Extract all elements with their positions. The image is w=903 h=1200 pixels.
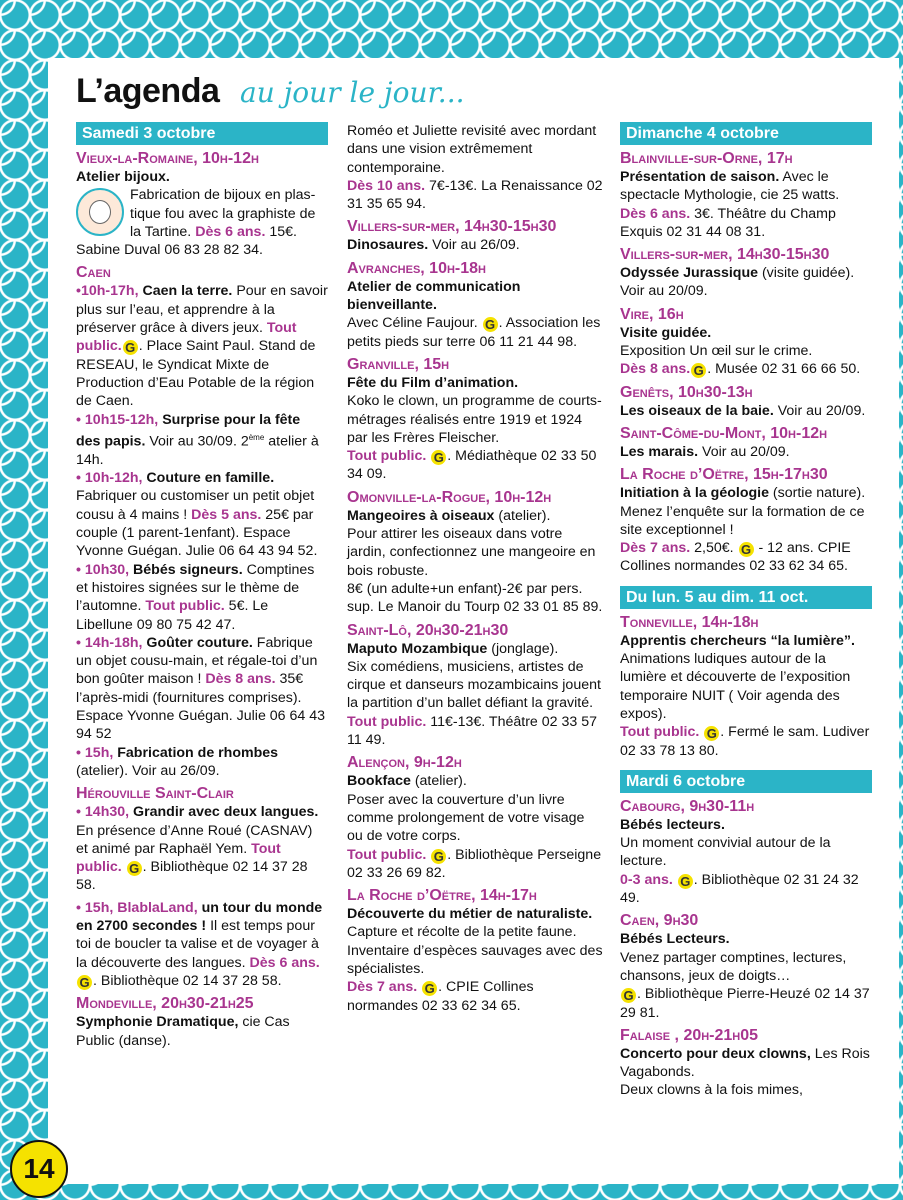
place-heading: La Roche d’Oëtre, 14h-17h [347,887,537,905]
free-icon: G [739,542,754,557]
place-heading: Saint-Côme-du-Mont, 10h-12h [620,424,828,442]
event-block: • 10h30, Bébés signeurs. Comptines et histoires signées sur le thème de l’automne. Tout public. 5€. Le Libellune 09 80 75 42 47. [76,561,315,633]
place-heading: Omonville-la-Rogue, 10h-12h [347,488,552,506]
event-block: Exposition Un œil sur le crime. Dès 8 ans. G . Musée 02 31 66 66 50. [620,343,861,379]
day-header: Du lun. 5 au dim. 11 oct. [620,586,872,609]
event-block: Initiation à la géologie (sortie nature). Menez l’enquête sur la formation de ce site exceptionnel ! Dès 7 ans. 2,50€. G - 12 ans. CPIE Collines normandes 02 33 62 34 65. [620,485,866,575]
event-text: tique fou avec la graphiste de [130,205,316,222]
event-block: Les oiseaux de la baie. Voir au 20/09. [620,402,866,419]
event-block: Venez partager comptines, lectures, chansons, jeux de doigts… G . Bibliothèque Pierre-Heuzé 02 14 37 29 81. [620,949,870,1021]
page-subtitle: au jour le jour... [240,76,465,109]
event-title: Bébés lecteurs. [620,816,725,833]
event-text: Sabine Duval 06 83 28 82 34. [76,242,263,259]
free-icon: G [678,874,693,889]
event-block: •10h-17h, Caen la terre. Pour en savoir plus sur l’eau, et apprendre à la préserver grâce à divers jeux. Tout public. G . Place Saint Paul. Stand de RESEAU, le Syndicat Mixte de Production d’Eau Potable de la région de Caen. [76,283,328,410]
event-block: Un moment convivial autour de la lecture. 0-3 ans. G . Bibliothèque 02 31 24 32 49. [620,835,859,907]
event-block: Présentation de saison. Avec le spectacle Mythologie, cie 25 watts. Dès 6 ans. 3€. Théâtre du Champ Exquis 02 31 44 08 31. [620,169,840,240]
day-header: Dimanche 4 octobre [620,122,872,145]
event-block: Maputo Mozambique (jonglage). Six comédiens, musiciens, artistes de cirque et danseurs mozambicains jouent la partition d’un ballet défiant la gravité. Tout public. 11€-13€. Théâtre 02 33 57 11 49. [347,640,601,749]
free-icon: G [691,363,706,378]
page [48,58,899,1184]
age-label: Dès 6 ans. [620,205,691,222]
day-header: Samedi 3 octobre [76,122,328,145]
place-heading: Avranches, 10h-18h [347,259,486,277]
free-icon: G [123,340,138,355]
event-block: Symphonie Dramatique, cie Cas Public (danse). [76,1014,290,1049]
place-heading: Blainville-sur-Orne, 17h [620,150,793,167]
place-heading: Vire, 16h [620,305,684,323]
event-block: Mangeoires à oiseaux (atelier). Pour attirer les oiseaux dans votre jardin, confectionnez une mangeoire en bois robuste. 8€ (un adulte+un enfant)-2€ par pers. sup. Le Manoir du Tourp 02 33 01 85 89. [347,507,603,616]
audience-label: Tout public. [76,840,281,876]
column-1 [76,122,328,1050]
event-text: Fabrication de bijoux en plas- [130,187,316,204]
place-heading: Villers-sur-mer, 14h30-15h30 [347,218,557,236]
free-icon: G [77,975,92,990]
event-block: Dinosaures. Voir au 26/09. [347,237,520,254]
audience-label: Tout public. [620,724,700,741]
audience-label: Tout public. [76,320,297,355]
age-label: Dès 7 ans. [620,540,691,557]
place-heading: Hérouville Saint-Clair [76,785,234,803]
age-label: Dès 6 ans. [195,223,266,240]
event-block: Roméo et Juliette revisité avec mordant dans une vision extrêmement contemporaine. Dès 10 ans. 7€-13€. La Renaissance 02 31 35 65 94. [347,123,603,213]
place-heading: Falaise , 20h-21h05 [620,1026,759,1044]
place-heading: Mondeville, 20h30-21h25 [76,995,254,1013]
free-icon: G [483,317,498,332]
age-label: Dès 5 ans. [191,506,262,523]
free-icon: G [621,988,636,1003]
age-label: Dès 8 ans. [620,361,691,378]
page-number: 14 [10,1140,68,1198]
free-icon: G [422,981,437,996]
event-title: Atelier de communication bienveillante. [347,278,521,314]
event-block: Bookface (atelier). Poser avec la couverture d’un livre comme prolongement de votre visage ou de votre corps. Tout public. G . Bibliothèque Perseigne 02 33 26 69 82. [347,773,602,881]
illustration-avatar [76,188,124,236]
place-heading: Villers-sur-mer, 14h30-15h30 [620,246,830,264]
age-label: Dès 7 ans. [347,979,418,996]
event-title: Bébés Lecteurs. [620,931,730,948]
event-block: Apprentis chercheurs “la lumière”. Animations ludiques autour de la lumière et découverte de l’exposition temporaire NUIT ( Voir agenda des expos). Tout public. G . Fermé le sam. Ludiver 02 33 78 13 80. [620,632,870,759]
place-heading: Granville, 15h [347,355,450,373]
audience-label: Tout public. [347,846,427,863]
event-block: • 15h, Fabrication de rhombes (atelier). Voir au 26/09. [76,744,279,779]
column-2 [347,122,603,1015]
place-heading: Genêts, 10h30-13h [620,383,753,401]
event-block: Odyssée Jurassique (visite guidée). Voir au 20/09. [620,265,855,300]
place-heading: Caen, 9h30 [620,912,699,930]
free-icon: G [431,450,446,465]
event-block: Avec Céline Faujour. G . Association les petits pieds sur terre 06 11 21 44 98. [347,315,601,350]
place-heading: Cabourg, 9h30-11h [620,797,755,815]
event-block: • 14h30, Grandir avec deux langues. En présence d’Anne Roué (CASNAV) et animé par Raphaël Yem. Tout public. G . Bibliothèque 02 14 37 28 58. [76,804,319,894]
free-icon: G [127,861,142,876]
free-icon: G [704,726,719,741]
event-block: Concerto pour deux clowns, Les Rois Vagabonds. Deux clowns à la fois mimes, [620,1045,870,1099]
audience-label: Tout public. [145,598,225,615]
event-block: • 10h-12h, Couture en famille. Fabriquer ou customiser un petit objet cousu à 4 mains ! Dès 5 ans. 25€ par couple (1 parent-1enfant). Espace Yvonne Guégan. Julie 06 64 43 94 52. [76,470,318,560]
audience-label: Tout public. [347,448,427,465]
event-block: • 14h-18h, Goûter couture. Fabrique un objet cousu-main, et régale-toi d’un bon goûter maison ! Dès 8 ans. 35€ l’après-midi (fournitures comprises). Espace Yvonne Guégan. Julie 06 64 43 94 52 [76,634,326,743]
place-heading: Vieux-la-Romaine, 10h-12h [76,150,259,167]
place-heading: La Roche d’Oëtre, 15h-17h30 [620,466,828,484]
audience-label: Tout public. [347,713,427,730]
day-header: Mardi 6 octobre [620,770,872,793]
page-title: L’agenda [76,72,220,110]
event-title: Fête du Film d’animation. [347,374,519,391]
event-block: Les marais. Voir au 20/09. [620,443,790,460]
age-label: Dès 6 ans. [249,954,320,971]
place-heading: Alençon, 9h-12h [347,754,462,772]
event-title: Visite guidée. [620,324,712,341]
column-3 [620,122,872,1100]
event-title: Découverte du métier de naturaliste. [347,906,593,923]
free-icon: G [431,849,446,864]
age-label: 0-3 ans. [620,871,673,888]
place-heading: Saint-Lô, 20h30-21h30 [347,621,509,639]
event-block: • 15h, BlablaLand, un tour du monde en 2700 secondes ! Il est temps pour toi de boucler ta valise et de voyager à la découverte des langues. Dès 6 ans. G . Bibliothèque 02 14 37 28 58. [76,899,323,990]
event-block: Koko le clown, un programme de courts-métrages réalisés entre 1919 et 1924 par les Frères Fleischer. Tout public. G . Médiathèque 02 33 50 34 09. [347,393,602,483]
event-block: • 10h15-12h, Surprise pour la fête des papis. Voir au 30/09. 2ème atelier à 14h. [76,411,319,468]
place-heading: Caen [76,264,111,282]
age-label: Dès 10 ans. [347,177,426,194]
event-text: la Tartine. Dès 6 ans. 15€. [130,223,297,240]
event-title: Atelier bijoux. [76,169,170,185]
age-label: Dès 8 ans. [205,671,276,688]
event-block: Capture et récolte de la petite faune. Inventaire d’espèces sauvages avec des spécialistes. Dès 7 ans. G . CPIE Collines normandes 02 33 62 34 65. [347,924,603,1014]
place-heading: Tonneville, 14h-18h [620,613,759,631]
event-block [76,186,328,259]
